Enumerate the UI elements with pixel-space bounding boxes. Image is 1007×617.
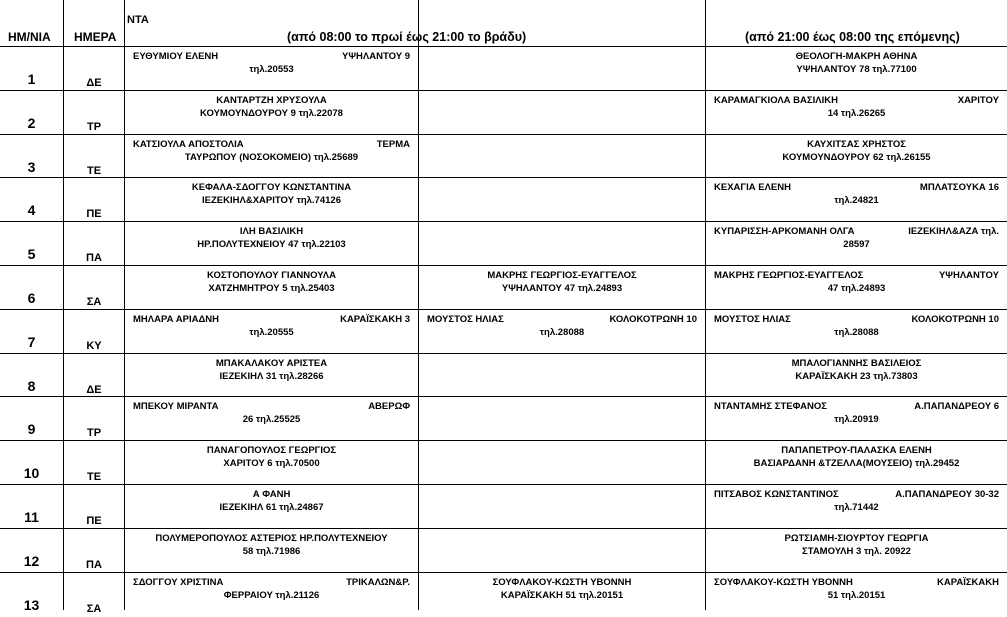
- pharmacy-line-1: [419, 313, 705, 326]
- weekday-label: ΔΕ: [86, 77, 102, 89]
- pharmacy-line-2: ΧΑΤΖΗΜΗΤΡΟΥ 5 τηλ.25403: [208, 283, 335, 294]
- date-number: 5: [27, 246, 36, 262]
- date-number: 11: [24, 509, 39, 525]
- table-row: [0, 397, 1007, 441]
- pharmacy-entry: [125, 138, 418, 164]
- pharmacy-line-1: ΠΑΝΑΓΟΠΟΥΛΟΣ ΓΕΩΡΓΙΟΣ: [206, 445, 337, 456]
- day-pharmacy-cell: [125, 266, 418, 310]
- pharmacy-line-1: [706, 225, 1007, 238]
- pharmacy-line-1: ΚΟΣΤΟΠΟΥΛΟΥ ΓΙΑΝΝΟΥΛΑ: [207, 270, 336, 281]
- pharmacy-entry: [706, 269, 1007, 295]
- pharmacy-line-2: ΙΕΖΕΚΙΗΛ 61 τηλ.24867: [219, 502, 324, 513]
- date-cell: [0, 529, 63, 573]
- table-row: [0, 222, 1007, 266]
- pharmacy-line-1: ΣΟΥΦΛΑΚΟΥ-ΚΩΣΤΗ ΥΒΟΝΝΗ: [492, 577, 632, 588]
- day-pharmacy-cell: [125, 529, 418, 573]
- date-cell: [0, 222, 63, 266]
- pharmacy-name: ΝΤΑΝΤΑΜΗΣ ΣΤΕΦΑΝΟΣ: [714, 401, 827, 412]
- pharmacy-entry: [125, 50, 418, 76]
- weekday-cell: [64, 485, 124, 529]
- weekday-label: ΔΕ: [86, 384, 102, 396]
- pharmacy-line-1: ΚΑΝΤΑΡΤΖΗ ΧΡΥΣΟΥΛΑ: [216, 95, 327, 106]
- date-number: 10: [23, 465, 40, 481]
- pharmacy-address: ΚΑΡΑΪΣΚΑΚΗ 3: [340, 314, 410, 325]
- date-number: 6: [27, 290, 36, 306]
- pharmacy-name: ΜΟΥΣΤΟΣ ΗΛΙΑΣ: [427, 314, 504, 325]
- pharmacy-entry: [706, 50, 1007, 76]
- pharmacy-entry: [125, 532, 418, 558]
- pharmacy-address: ΥΨΗΛΑΝΤΟΥ: [938, 270, 999, 281]
- date-cell: [0, 47, 63, 91]
- pharmacy-entry: [706, 138, 1007, 164]
- weekday-cell: [64, 529, 124, 573]
- pharmacy-line-1: [706, 181, 1007, 194]
- day-pharmacy-cell-2: [419, 485, 705, 529]
- pharmacy-line-2: 28597: [843, 239, 870, 250]
- pharmacy-entry: [419, 576, 705, 602]
- pharmacy-entry: [706, 444, 1007, 470]
- pharmacy-address: Α.ΠΑΠΑΝΔΡΕΟΥ 30-32: [895, 489, 999, 500]
- date-number: 7: [27, 334, 36, 350]
- weekday-label: ΠΑ: [86, 559, 102, 571]
- pharmacy-entry: [706, 94, 1007, 120]
- pharmacy-entry: [125, 444, 418, 470]
- pharmacy-line-2: 47 τηλ.24893: [827, 283, 886, 294]
- night-pharmacy-cell: [706, 47, 1007, 91]
- pharmacy-line-2: ΗΡ.ΠΟΛΥΤΕΧΝΕΙΟΥ 47 τηλ.22103: [197, 239, 346, 250]
- weekday-cell: [64, 135, 124, 179]
- table-row: [0, 178, 1007, 222]
- pharmacy-name: ΚΕΧΑΓΙΑ ΕΛΕΝΗ: [714, 182, 791, 193]
- weekday-cell: [64, 178, 124, 222]
- night-pharmacy-cell: [706, 354, 1007, 398]
- day-pharmacy-cell: [125, 485, 418, 529]
- pharmacy-name: ΜΑΚΡΗΣ ΓΕΩΡΓΙΟΣ-ΕΥΑΓΓΕΛΟΣ: [714, 270, 864, 281]
- pharmacy-line-1: [706, 313, 1007, 326]
- weekday-label: ΤΡ: [86, 427, 102, 439]
- pharmacy-line-2: τηλ.20555: [249, 327, 294, 338]
- pharmacy-line-2: ΣΤΑΜΟΥΛΗ 3 τηλ. 20922: [802, 546, 911, 557]
- pharmacy-line-2: 14 τηλ.26265: [827, 108, 886, 119]
- pharmacy-entry: [706, 532, 1007, 558]
- pharmacy-entry: [419, 313, 705, 339]
- pharmacy-entry: [706, 313, 1007, 339]
- weekday-label: ΣΑ: [86, 603, 102, 615]
- pharmacy-line-1: [706, 488, 1007, 501]
- date-cell: [0, 485, 63, 529]
- pharmacy-name: ΜΗΛΑΡΑ ΑΡΙΑΔΝΗ: [133, 314, 219, 325]
- pharmacy-line-2: τηλ.20919: [834, 414, 879, 425]
- weekday-cell: [64, 441, 124, 485]
- pharmacy-entry: [706, 225, 1007, 251]
- pharmacy-line-1: [125, 313, 418, 326]
- night-pharmacy-cell: [706, 91, 1007, 135]
- date-cell: [0, 441, 63, 485]
- pharmacy-line-1: [125, 576, 418, 589]
- weekday-cell: [64, 222, 124, 266]
- day-pharmacy-cell: [125, 441, 418, 485]
- pharmacy-line-2: ΧΑΡΙΤΟΥ 6 τηλ.70500: [223, 458, 320, 469]
- date-number: 13: [23, 597, 40, 613]
- weekday-label: ΠΕ: [86, 515, 102, 527]
- table-row: [0, 266, 1007, 310]
- pharmacy-entry: [706, 576, 1007, 602]
- pharmacy-entry: [125, 488, 418, 514]
- weekday-label: ΠΑ: [86, 252, 102, 264]
- pharmacy-name: ΣΟΥΦΛΑΚΟΥ-ΚΩΣΤΗ ΥΒΟΝΝΗ: [714, 577, 853, 588]
- weekday-cell: [64, 47, 124, 91]
- weekday-cell: [64, 573, 124, 617]
- date-number: 2: [27, 115, 36, 131]
- pharmacy-line-2: ΚΟΥΜΟΥΝΔΟΥΡΟΥ 62 τηλ.26155: [782, 152, 931, 163]
- pharmacy-line-2: ΥΨΗΛΑΝΤΟΥ 47 τηλ.24893: [501, 283, 623, 294]
- day-pharmacy-cell: [125, 91, 418, 135]
- weekday-cell: [64, 91, 124, 135]
- weekday-cell: [64, 310, 124, 354]
- pharmacy-line-1: [125, 50, 418, 63]
- day-pharmacy-cell-2: [419, 47, 705, 91]
- date-column-header: ΗΜ/ΝΙΑ: [8, 30, 51, 44]
- pharmacy-address: ΧΑΡΙΤΟΥ: [957, 95, 999, 106]
- pharmacy-line-1: ΘΕΟΛΟΓΗ-ΜΑΚΡΗ ΑΘΗΝΑ: [795, 51, 918, 62]
- day-column-header: ΗΜΕΡΑ: [74, 30, 117, 44]
- weekday-label: ΣΑ: [86, 296, 102, 308]
- night-pharmacy-cell: [706, 222, 1007, 266]
- pharmacy-line-1: Α ΦΑΝΗ: [252, 489, 291, 500]
- day-pharmacy-cell: [125, 573, 418, 617]
- date-number: 3: [27, 159, 36, 175]
- weekday-label: ΤΕ: [86, 471, 102, 483]
- pharmacy-name: ΠΙΤΣΑΒΟΣ ΚΩΝΣΤΑΝΤΙΝΟΣ: [714, 489, 839, 500]
- date-number: 4: [27, 202, 36, 218]
- pharmacy-line-2: ΚΑΡΑΪΣΚΑΚΗ 23 τηλ.73803: [795, 371, 918, 382]
- table-row: [0, 441, 1007, 485]
- weekday-cell: [64, 266, 124, 310]
- pharmacy-line-2: ΦΕΡΡΑΙΟΥ τηλ.21126: [223, 590, 320, 601]
- night-pharmacy-cell: [706, 310, 1007, 354]
- pharmacy-line-1: [125, 138, 418, 151]
- table-row: [0, 573, 1007, 617]
- pharmacy-name: ΚΑΡΑΜΑΓΚΙΟΛΑ ΒΑΣΙΛΙΚΗ: [714, 95, 838, 106]
- night-pharmacy-cell: [706, 485, 1007, 529]
- weekday-label: ΤΡ: [86, 121, 102, 133]
- day-pharmacy-cell-2: [419, 310, 705, 354]
- pharmacy-address: ΚΑΡΑΪΣΚΑΚΗ: [937, 577, 999, 588]
- table-row: [0, 485, 1007, 529]
- date-cell: [0, 354, 63, 398]
- pharmacy-line-2: τηλ.24821: [834, 195, 879, 206]
- pharmacy-name: ΣΔΟΓΓΟΥ ΧΡΙΣΤΙΝΑ: [133, 577, 224, 588]
- pharmacy-entry: [125, 181, 418, 207]
- pharmacy-line-1: ΜΠΑΚΑΛΑΚΟΥ ΑΡΙΣΤΕΑ: [215, 358, 328, 369]
- day-shift-header: (από 08:00 το πρωί έως 21:00 το βράδυ): [287, 30, 527, 44]
- pharmacy-line-1: [706, 94, 1007, 107]
- pharmacy-line-1: [706, 269, 1007, 282]
- night-pharmacy-cell: [706, 397, 1007, 441]
- date-cell: [0, 573, 63, 617]
- pharmacy-entry: [125, 313, 418, 339]
- date-cell: [0, 91, 63, 135]
- night-pharmacy-cell: [706, 266, 1007, 310]
- pharmacy-line-1: ΚΕΦΑΛΑ-ΣΔΟΓΓΟΥ ΚΩΝΣΤΑΝΤΙΝΑ: [191, 182, 352, 193]
- pharmacy-name: ΚΥΠΑΡΙΣΣΗ-ΑΡΚΟΜΑΝΗ ΟΛΓΑ: [714, 226, 855, 237]
- day-pharmacy-cell-2: [419, 573, 705, 617]
- day-pharmacy-cell: [125, 397, 418, 441]
- day-pharmacy-cell-2: [419, 529, 705, 573]
- pharmacy-name: ΕΥΘΥΜΙΟΥ ΕΛΕΝΗ: [133, 51, 219, 62]
- table-row: [0, 47, 1007, 91]
- weekday-label: ΤΕ: [86, 165, 102, 177]
- day-pharmacy-cell-2: [419, 266, 705, 310]
- partial-title: ΝΤΑ: [127, 14, 149, 26]
- weekday-label: ΠΕ: [86, 208, 102, 220]
- pharmacy-entry: [125, 94, 418, 120]
- table-row: [0, 529, 1007, 573]
- table-row: [0, 310, 1007, 354]
- day-pharmacy-cell: [125, 178, 418, 222]
- pharmacy-line-1: ΙΛΗ ΒΑΣΙΛΙΚΗ: [239, 226, 304, 237]
- pharmacy-entry: [125, 576, 418, 602]
- pharmacy-address: ΤΡΙΚΑΛΩΝ&Ρ.: [346, 577, 410, 588]
- pharmacy-line-2: ΒΑΣΙΑΡΔΑΝΗ &ΤΖΕΛΛΑ(ΜΟΥΣΕΙΟ) τηλ.29452: [753, 458, 960, 469]
- day-pharmacy-cell-2: [419, 135, 705, 179]
- day-pharmacy-cell: [125, 47, 418, 91]
- day-pharmacy-cell-2: [419, 178, 705, 222]
- day-pharmacy-cell-2: [419, 354, 705, 398]
- pharmacy-name: ΜΠΕΚΟΥ ΜΙΡΑΝΤΑ: [133, 401, 219, 412]
- table-row: [0, 91, 1007, 135]
- pharmacy-entry: [706, 357, 1007, 383]
- day-pharmacy-cell: [125, 310, 418, 354]
- pharmacy-line-1: ΜΑΚΡΗΣ ΓΕΩΡΓΙΟΣ-ΕΥΑΓΓΕΛΟΣ: [487, 270, 637, 281]
- pharmacy-address: Α.ΠΑΠΑΝΔΡΕΟΥ 6: [914, 401, 999, 412]
- day-pharmacy-cell: [125, 222, 418, 266]
- pharmacy-line-2: ΙΕΖΕΚΙΗΛ 31 τηλ.28266: [219, 371, 324, 382]
- date-number: 1: [27, 71, 36, 87]
- pharmacy-line-2: ΤΑΥΡΩΠΟΥ (ΝΟΣΟΚΟΜΕΙΟ) τηλ.25689: [184, 152, 359, 163]
- pharmacy-address: ΚΟΛΟΚΟΤΡΩΝΗ 10: [609, 314, 697, 325]
- date-cell: [0, 266, 63, 310]
- pharmacy-line-1: ΠΟΛΥΜΕΡΟΠΟΥΛΟΣ ΑΣΤΕΡΙΟΣ ΗΡ.ΠΟΛΥΤΕΧΝΕΙΟΥ: [155, 533, 388, 544]
- night-shift-header: (από 21:00 έως 08:00 της επόμενης): [745, 30, 960, 44]
- pharmacy-line-2: ΥΨΗΛΑΝΤΟΥ 78 τηλ.77100: [796, 64, 917, 75]
- pharmacy-entry: [706, 488, 1007, 514]
- pharmacy-line-1: [706, 576, 1007, 589]
- pharmacy-entry: [125, 357, 418, 383]
- pharmacy-entry: [706, 400, 1007, 426]
- pharmacy-address: ΙΕΖΕΚΙΗΛ&ΑΖΑ τηλ.: [908, 226, 999, 237]
- weekday-cell: [64, 397, 124, 441]
- day-pharmacy-cell: [125, 354, 418, 398]
- pharmacy-line-1: ΜΠΑΛΟΓΙΑΝΝΗΣ ΒΑΣΙΛΕΙΟΣ: [791, 358, 922, 369]
- pharmacy-line-1: [706, 400, 1007, 413]
- pharmacy-entry: [706, 181, 1007, 207]
- date-cell: [0, 135, 63, 179]
- pharmacy-address: ΑΒΕΡΩΦ: [368, 401, 410, 412]
- day-pharmacy-cell-2: [419, 91, 705, 135]
- date-number: 9: [27, 421, 36, 437]
- pharmacy-line-2: τηλ.71442: [834, 502, 879, 513]
- pharmacy-address: ΜΠΛΑΤΣΟΥΚΑ 16: [919, 182, 999, 193]
- pharmacy-address: ΤΕΡΜΑ: [376, 139, 410, 150]
- pharmacy-line-1: ΠΑΠΑΠΕΤΡΟΥ-ΠΑΛΑΣΚΑ ΕΛΕΝΗ: [781, 445, 932, 456]
- night-pharmacy-cell: [706, 573, 1007, 617]
- weekday-cell: [64, 354, 124, 398]
- day-pharmacy-cell: [125, 135, 418, 179]
- date-number: 12: [23, 553, 40, 569]
- pharmacy-entry: [125, 400, 418, 426]
- pharmacy-line-2: 26 τηλ.25525: [242, 414, 301, 425]
- pharmacy-line-2: τηλ.28088: [539, 327, 585, 338]
- pharmacy-entry: [419, 269, 705, 295]
- night-pharmacy-cell: [706, 441, 1007, 485]
- pharmacy-line-1: ΡΩΤΣΙΑΜΗ-ΣΙΟΥΡΤΟΥ ΓΕΩΡΓΙΑ: [784, 533, 929, 544]
- pharmacy-line-2: τηλ.20553: [249, 64, 294, 75]
- day-pharmacy-cell-2: [419, 222, 705, 266]
- pharmacy-name: ΚΑΤΣΙΟΥΛΑ ΑΠΟΣΤΟΛΙΑ: [133, 139, 244, 150]
- pharmacy-line-2: ΚΑΡΑΪΣΚΑΚΗ 51 τηλ.20151: [500, 590, 624, 601]
- pharmacy-line-1: [125, 400, 418, 413]
- pharmacy-address: ΚΟΛΟΚΟΤΡΩΝΗ 10: [911, 314, 999, 325]
- date-cell: [0, 397, 63, 441]
- pharmacy-address: ΥΨΗΛΑΝΤΟΥ 9: [342, 51, 410, 62]
- table-row: [0, 135, 1007, 179]
- table-row: [0, 354, 1007, 398]
- pharmacy-line-1: ΚΑΥΧΙΤΣΑΣ ΧΡΗΣΤΟΣ: [807, 139, 906, 150]
- night-pharmacy-cell: [706, 135, 1007, 179]
- pharmacy-line-2: ΙΕΖΕΚΙΗΛ&ΧΑΡΙΤΟΥ τηλ.74126: [202, 195, 341, 206]
- pharmacy-entry: [125, 269, 418, 295]
- weekday-label: ΚΥ: [86, 340, 102, 352]
- day-pharmacy-cell-2: [419, 441, 705, 485]
- date-cell: [0, 178, 63, 222]
- night-pharmacy-cell: [706, 178, 1007, 222]
- pharmacy-entry: [125, 225, 418, 251]
- date-number: 8: [27, 378, 36, 394]
- pharmacy-name: ΜΟΥΣΤΟΣ ΗΛΙΑΣ: [714, 314, 791, 325]
- date-cell: [0, 310, 63, 354]
- pharmacy-line-2: 51 τηλ.20151: [827, 590, 886, 601]
- pharmacy-line-2: ΚΟΥΜΟΥΝΔΟΥΡΟΥ 9 τηλ.22078: [200, 108, 343, 119]
- night-pharmacy-cell: [706, 529, 1007, 573]
- pharmacy-line-2: 58 τηλ.71986: [242, 546, 301, 557]
- pharmacy-line-2: τηλ.28088: [834, 327, 879, 338]
- day-pharmacy-cell-2: [419, 397, 705, 441]
